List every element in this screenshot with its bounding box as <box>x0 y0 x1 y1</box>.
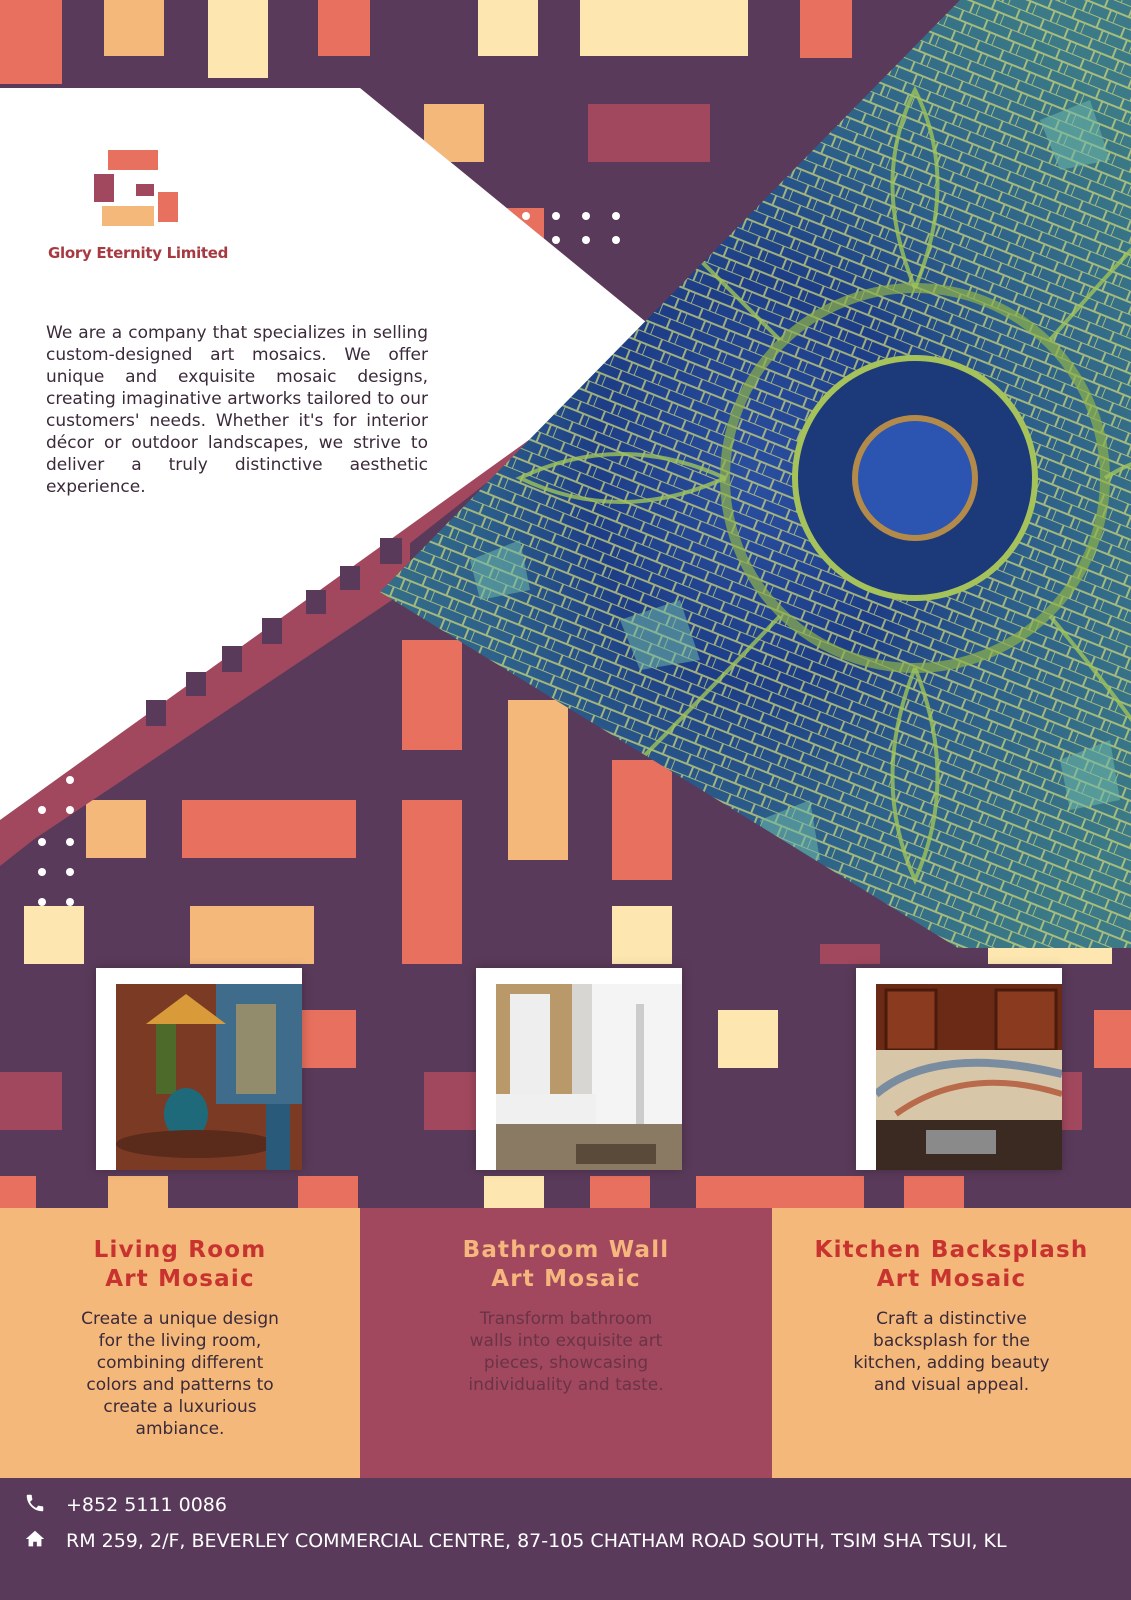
service-description: Craft a distinctive backsplash for the kitchen, adding beauty and visual appeal. <box>853 1309 1050 1395</box>
service-description: Create a unique design for the living room, combining different colors and patterns to create a luxurious ambiance. <box>81 1309 279 1439</box>
phone-icon <box>24 1492 46 1514</box>
service-living-room <box>0 1208 360 1478</box>
service-title: Bathroom Wall Art Mosaic <box>462 1237 670 1292</box>
service-kitchen-backsplash <box>772 1208 1131 1478</box>
service-title: Kitchen Backsplash Art Mosaic <box>814 1237 1089 1292</box>
home-icon <box>24 1528 46 1550</box>
kitchen-photo <box>856 968 1062 1170</box>
contact-footer <box>0 1478 1131 1600</box>
living-room-photo <box>96 968 302 1170</box>
phone-number: +852 5111 0086 <box>66 1494 227 1516</box>
intro-text: We are a company that specializes in selling custom-designed art mosaics. We offer unique and exquisite mosaic designs, creating imaginative artworks tailored to our customers' needs. Whether it's for interior décor or outdoor landscapes, we strive to deliver a truly distinctive aesthetic experience. <box>46 323 428 497</box>
bathroom-photo <box>476 968 682 1170</box>
company-logo <box>48 148 238 238</box>
address: RM 259, 2/F, BEVERLEY COMMERCIAL CENTRE, 87-105 CHATHAM ROAD SOUTH, TSIM SHA TSUI, KL <box>66 1530 1007 1552</box>
service-title: Living Room Art Mosaic <box>93 1237 267 1292</box>
company-name: Glory Eternity Limited <box>48 244 229 262</box>
service-bathroom-wall <box>360 1208 772 1478</box>
service-description: Transform bathroom walls into exquisite art pieces, showcasing individuality and taste. <box>468 1309 664 1395</box>
